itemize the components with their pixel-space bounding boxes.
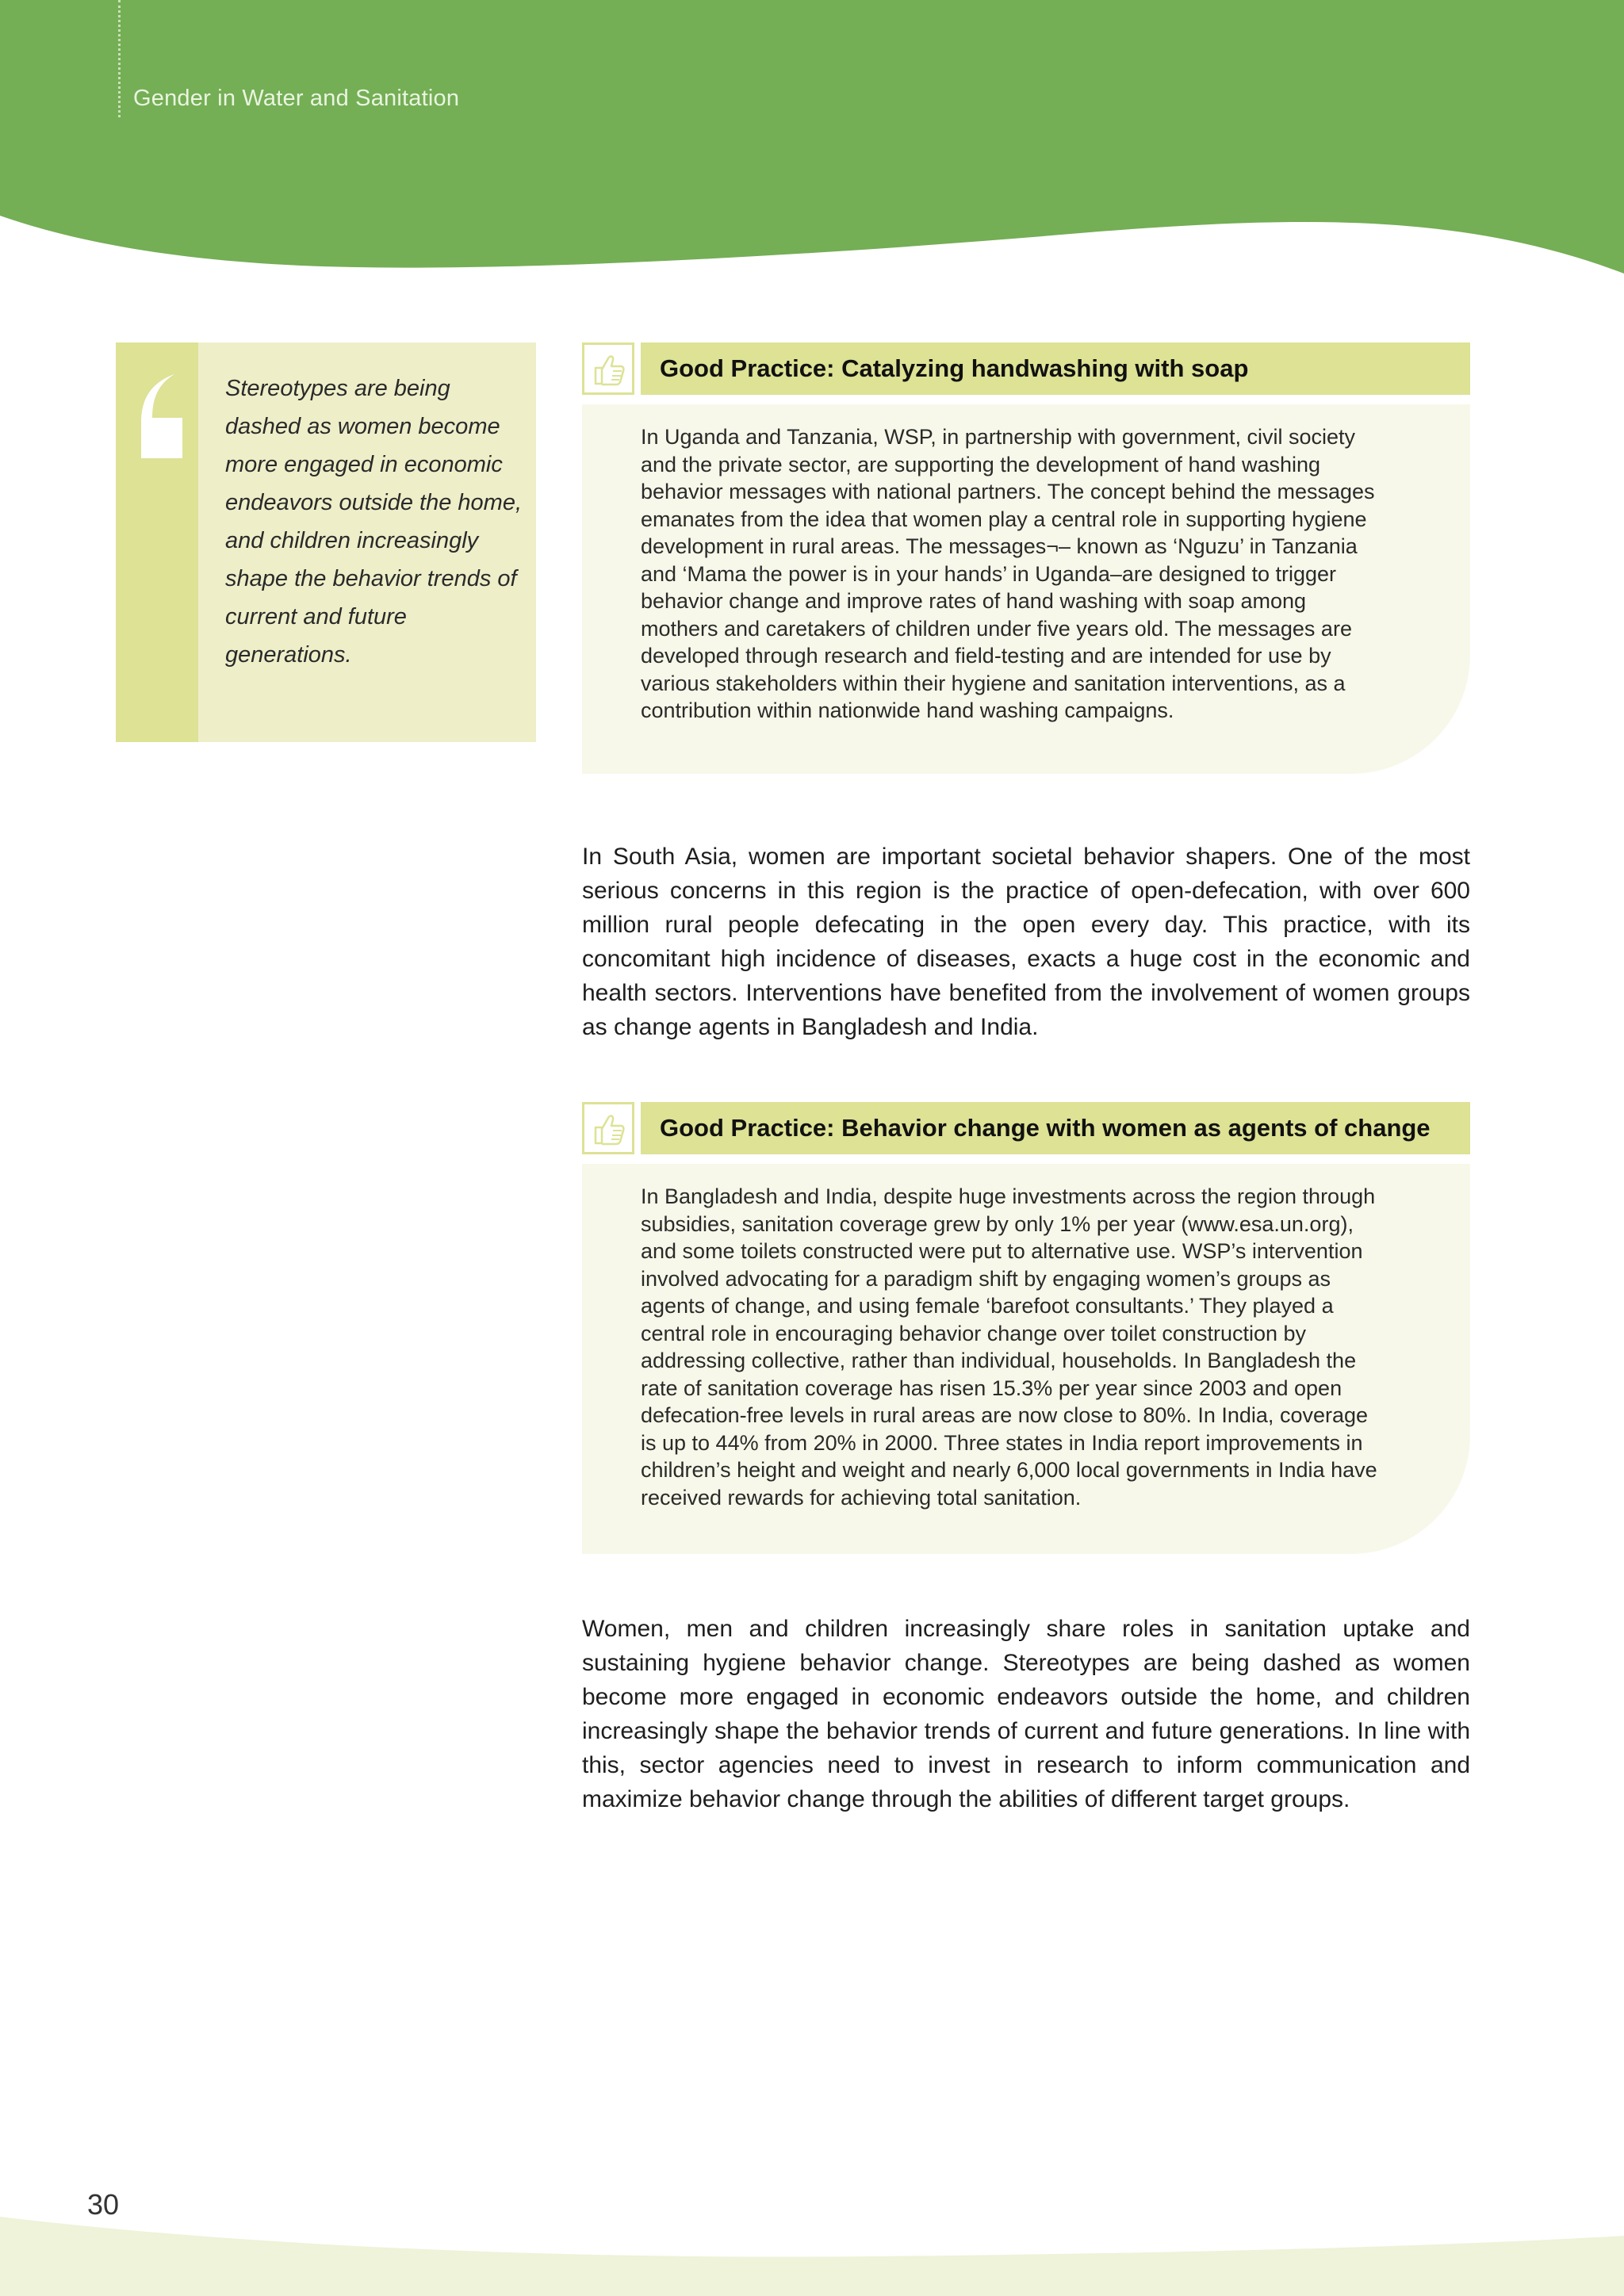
header-divider <box>118 0 121 117</box>
good-practice-title-bar <box>641 342 1470 395</box>
good-practice-text: In Bangladesh and India, despite huge investments across the region through subsidies, sanitation coverage grew by only 1% per year (www.esa.un.org), and some toilets constructed were put to alternative use. WSP’s intervention involved advocating for a paradigm shift by engaging women’s groups as agents of change, and using female ‘barefoot consultants.’ They played a central role in encouraging behavior change over toilet construction by addressing collective, rather than individual, households. In Bangladesh the rate of sanitation coverage has risen 15.3% per year since 2003 and open defecation-free levels in rural areas are now close to 80%. In India, coverage is up to 44% from 20% in 2000. Three states in India report improvements in children’s height and weight and nearly 6,000 local governments in India have received rewards for achieving total sanitation. <box>641 1184 1377 1510</box>
running-head: Gender in Water and Sanitation <box>133 86 460 111</box>
thumbs-up-icon <box>582 1102 634 1154</box>
body-paragraph: Women, men and children increasingly share roles in sanitation uptake and sustaining hygiene behavior change. Stereotypes are being dashed as women become more engaged in economic endeavors outside the home, and children increasingly shape the behavior trends of current and future generations. In line with this, sector agencies need to invest in research to inform communication and maximize behavior change through the abilities of different target groups. <box>582 1616 1470 1812</box>
body-paragraph: In South Asia, women are important societal behavior shapers. One of the most serious concerns in this region is the practice of open-defecation, with over 600 million rural people defecating in the open every day. This practice, with its concomitant high incidence of diseases, exacts a huge cost in the economic and health sectors. Interventions have benefited from the involvement of women groups as change agents in Bangladesh and India. <box>582 844 1470 1040</box>
pull-quote <box>116 342 536 742</box>
good-practice-box <box>582 342 1470 774</box>
page-number: 30 <box>87 2188 120 2221</box>
quote-mark-icon <box>135 374 190 477</box>
good-practice-body <box>582 1164 1470 1554</box>
good-practice-body <box>582 404 1470 774</box>
header-band <box>0 0 1624 285</box>
good-practice-title: Good Practice: Behavior change with women as agents of change <box>660 1114 1431 1142</box>
thumbs-up-icon <box>582 342 634 395</box>
good-practice-text: In Uganda and Tanzania, WSP, in partnership with government, civil society and the private sector, are supporting the development of hand washing behavior messages with national partners. The concept behind the messages emanates from the idea that women play a central role in supporting hygiene development in rural areas. The messages¬– known as ‘Nguzu’ in Tanzania and ‘Mama the power is in your hands’ in Uganda–are designed to trigger behavior change and improve rates of hand washing with soap among mothers and caretakers of children under five years old. The messages are developed through research and field-testing and are intended for use by various stakeholders within their hygiene and sanitation interventions, as a contribution within nationwide hand washing campaigns. <box>641 425 1375 722</box>
pull-quote-text: Stereotypes are being dashed as women become more engaged in economic endeavors outside the home, and children increasingly shape the behavior trends of current and future generations. <box>225 376 523 668</box>
good-practice-title-bar <box>641 1102 1470 1154</box>
footer-band <box>0 2212 1624 2296</box>
good-practice-box <box>582 1102 1470 1554</box>
good-practice-title: Good Practice: Catalyzing handwashing with soap <box>660 354 1249 382</box>
